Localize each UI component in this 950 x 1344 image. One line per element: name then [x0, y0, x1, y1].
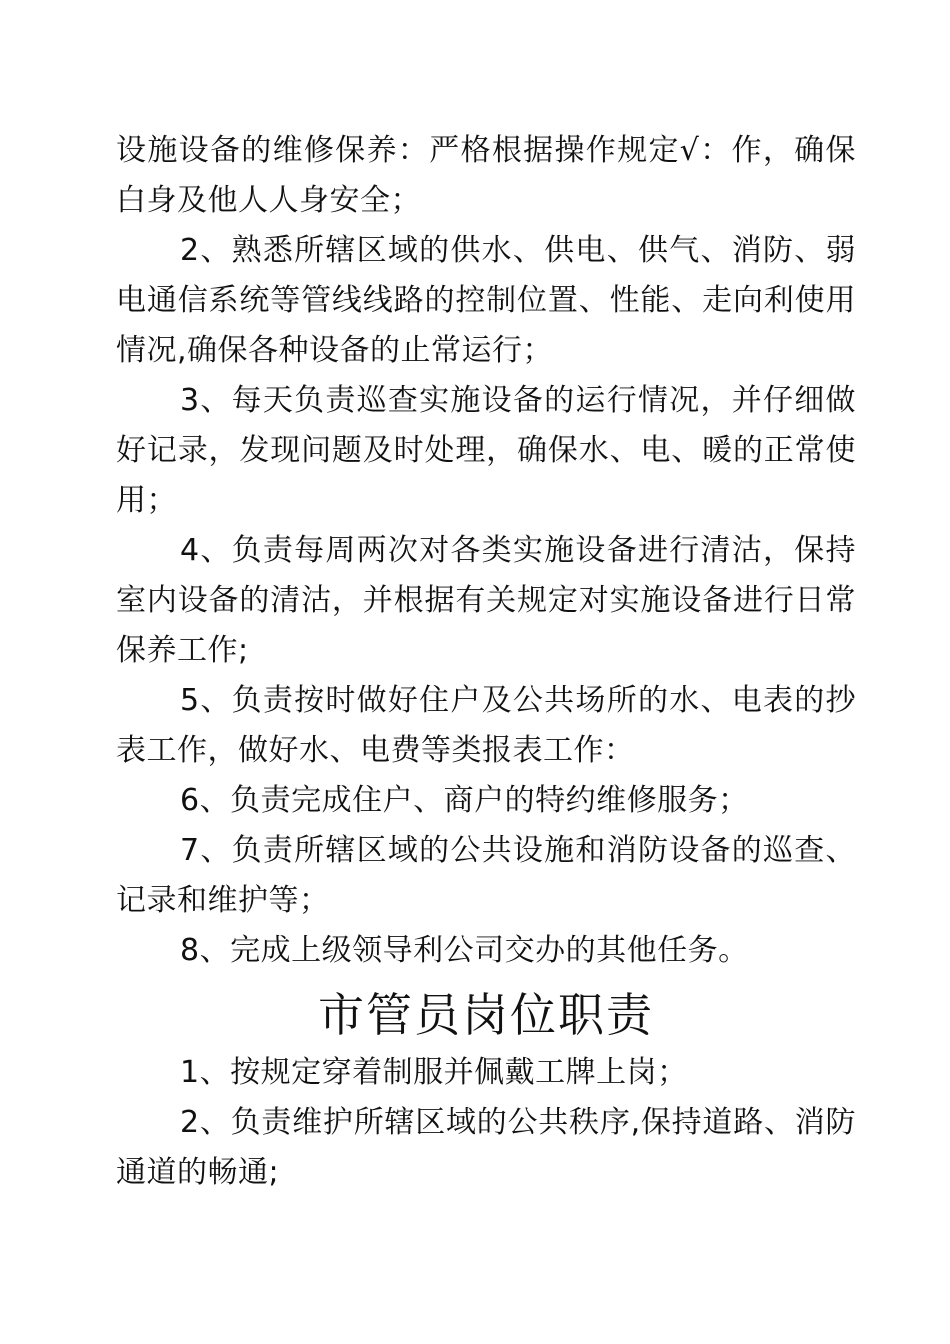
list-item: 1、按规定穿着制服并佩戴工牌上岗； [180, 1055, 688, 1090]
list-item: 8、完成上级领导利公司交办的其他任务。 [180, 933, 749, 968]
document-body [116, 126, 856, 1198]
list-item: 4、负责每周两次对各类实施设备进行清沽，保持室内设备的清沽，并根据有关规定对实施设备进行日常保养工作; [116, 533, 856, 668]
list-item: 6、负责完成住户、商户的特约维修服务； [180, 783, 749, 818]
list-item: 3、每天负责巡查实施设备的运行情况，并仔细做好记录，发现问题及时处理，确保水、电、暖的正常使用； [116, 383, 856, 518]
list-item: 5、负责按时做好住户及公共场所的水、电表的抄表工作，做好水、电费等类报表工作： [116, 683, 856, 768]
section-title: 市管员岗位职责 [318, 988, 654, 1042]
paragraph-intro: 设施设备的维修保养：严格根据操作规定√：作，确保白身及他人人身安全； [116, 133, 856, 218]
list-item: 2、熟悉所辖区域的供水、供电、供气、消防、弱电通信系统等管线线路的控制位置、性能、走向利使用情况,确保各种设备的止常运行； [116, 233, 856, 368]
list-item: 7、负责所辖区域的公共设施和消防设备的巡查、记录和维护等； [116, 833, 856, 918]
list-item: 2、负责维护所辖区域的公共秩序,保持道路、消防通道的畅通; [116, 1105, 856, 1190]
